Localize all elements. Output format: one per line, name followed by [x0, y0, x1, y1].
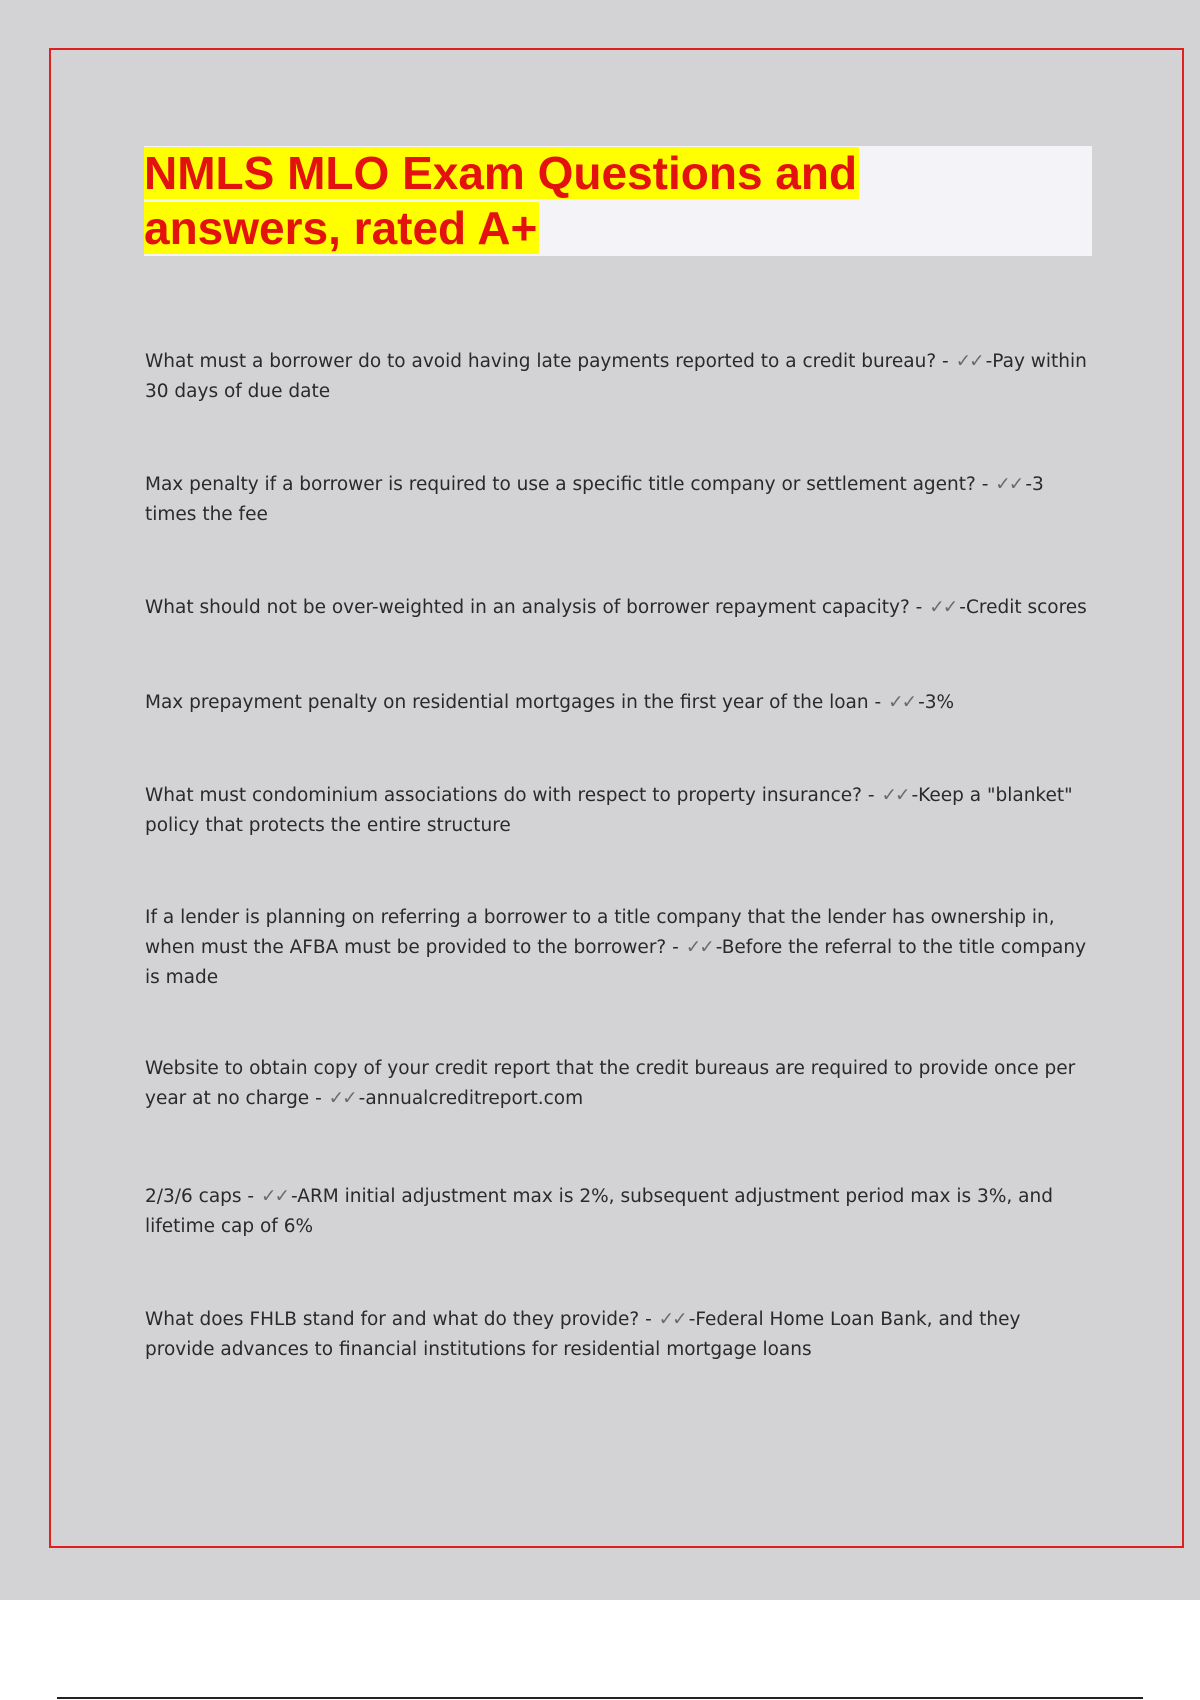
question-text: 2/3/6 caps -	[145, 1186, 255, 1207]
page-divider	[57, 1697, 1143, 1699]
question-text: If a lender is planning on referring a borrower to a title company that the lender has ownership in, when must the AFBA must be provided to the borrower? -	[145, 907, 1055, 958]
double-check-icon: ✓✓	[995, 474, 1023, 495]
title-line-1: NMLS MLO Exam Questions and	[144, 147, 858, 199]
document-title	[144, 146, 914, 256]
double-check-icon: ✓✓	[888, 692, 916, 713]
qa-item	[145, 347, 1095, 407]
double-check-icon: ✓✓	[929, 597, 957, 618]
qa-item	[145, 593, 1095, 623]
question-text: What does FHLB stand for and what do they provide? -	[145, 1309, 652, 1330]
double-check-icon: ✓✓	[881, 785, 909, 806]
question-text: Max penalty if a borrower is required to use a specific title company or settlement agent? -	[145, 474, 989, 495]
answer-text: -Before the referral to the title company is made	[145, 937, 1087, 988]
answer-text: -3 times the fee	[145, 474, 1044, 525]
answer-text: -3%	[918, 692, 955, 713]
qa-item	[145, 781, 1095, 841]
double-check-icon: ✓✓	[328, 1088, 356, 1109]
question-text: Website to obtain copy of your credit report that the credit bureaus are required to provide once per year at no charge -	[145, 1058, 1076, 1109]
qa-item	[145, 470, 1095, 530]
question-text: Max prepayment penalty on residential mortgages in the first year of the loan -	[145, 692, 882, 713]
double-check-icon: ✓✓	[658, 1309, 686, 1330]
double-check-icon: ✓✓	[955, 351, 983, 372]
qa-item	[145, 903, 1095, 993]
question-text: What must a borrower do to avoid having late payments reported to a credit bureau? -	[145, 351, 949, 372]
answer-text: -Credit scores	[959, 597, 1087, 618]
title-line-2: answers, rated A+	[144, 202, 538, 254]
answer-text: -Pay within 30 days of due date	[145, 351, 1087, 402]
question-text: What should not be over-weighted in an analysis of borrower repayment capacity? -	[145, 597, 923, 618]
answer-text: -annualcreditreport.com	[358, 1088, 584, 1109]
double-check-icon: ✓✓	[685, 937, 713, 958]
qa-item	[145, 1182, 1095, 1242]
answer-text: -ARM initial adjustment max is 2%, subsequent adjustment period max is 3%, and lifetime cap of 6%	[145, 1186, 1053, 1237]
qa-item	[145, 688, 1095, 718]
question-text: What must condominium associations do with respect to property insurance? -	[145, 785, 875, 806]
double-check-icon: ✓✓	[261, 1186, 289, 1207]
qa-item	[145, 1305, 1095, 1365]
qa-item	[145, 1054, 1095, 1114]
answer-text: -Federal Home Loan Bank, and they provide advances to financial institutions for residential mortgage loans	[145, 1309, 1021, 1360]
answer-text: -Keep a "blanket" policy that protects the entire structure	[145, 785, 1073, 836]
